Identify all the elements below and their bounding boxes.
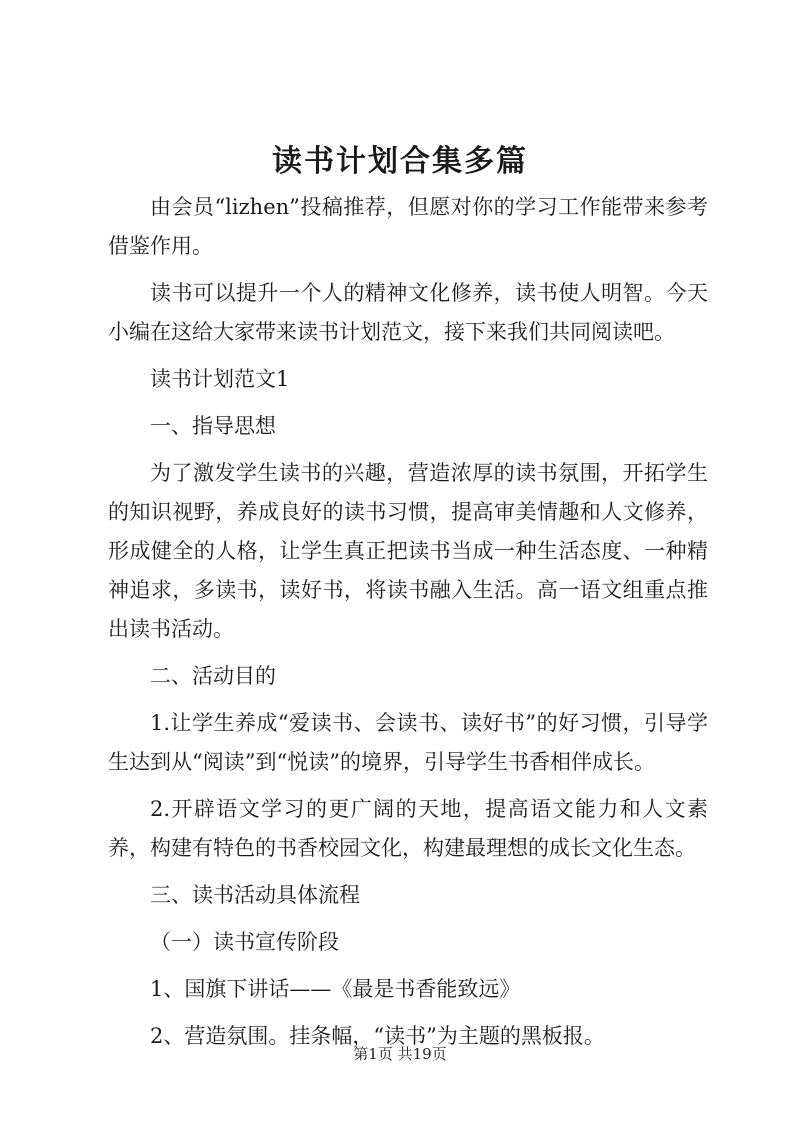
page-number-footer: 第1页 共19页 (353, 1045, 447, 1063)
section-heading-process: 三、读书活动具体流程 (150, 883, 360, 907)
intro-paragraph: 由会员“lizhen”投稿推荐，但愿对你的学习工作能带来参考借鉴作用。 (108, 195, 708, 258)
subsection-heading-promotion: （一）读书宣传阶段 (150, 930, 339, 954)
section-heading-purpose: 二、活动目的 (150, 664, 276, 688)
sample-heading: 读书计划范文1 (150, 367, 290, 391)
document-title: 读书计划合集多篇 (272, 144, 528, 179)
promotion-item-1: 1、国旗下讲话——《最是书香能致远》 (150, 977, 521, 1001)
summary-paragraph: 读书可以提升一个人的精神文化修养，读书使人明智。今天小编在这给大家带来读书计划范文，接下来我们共同阅读吧。 (108, 281, 708, 344)
promotion-item-2: 2、营造氛围。挂条幅，“读书”为主题的黑板报。 (150, 1024, 605, 1048)
purpose-item-1: 1.让学生养成“爱读书、会读书、读好书”的好习惯，引导学生达到从“阅读”到“悦读”的境界，引导学生书香相伴成长。 (108, 711, 708, 774)
guiding-thought-paragraph: 为了激发学生读书的兴趣，营造浓厚的读书氛围，开拓学生的知识视野，养成良好的读书习惯，提高审美情趣和人文修养，形成健全的人格，让学生真正把读书当成一种生活态度、一种精神追求，多读书，读好书，将读书融入生活。高一语文组重点推出读书活动。 (108, 461, 708, 641)
document-body (108, 188, 708, 1064)
section-heading-guiding-thought: 一、指导思想 (150, 414, 276, 438)
purpose-item-2: 2.开辟语文学习的更广阔的天地，提高语文能力和人文素养，构建有特色的书香校园文化，构建最理想的成长文化生态。 (108, 797, 708, 860)
